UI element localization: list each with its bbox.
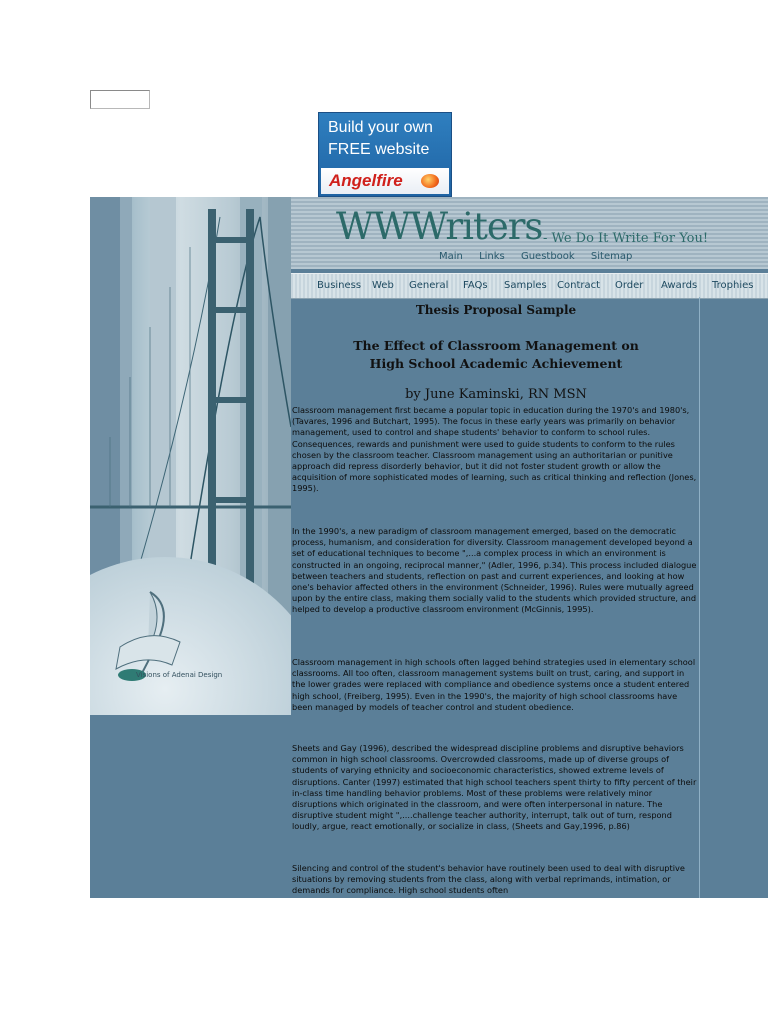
- top-nav-main[interactable]: Main: [439, 251, 463, 262]
- angelfire-ad-banner[interactable]: [318, 112, 452, 197]
- left-art-panel: [90, 197, 291, 715]
- paragraph: Sheets and Gay (1996), described the widespread discipline problems and disruptive behaviors common in high school classrooms. Overcrowded classrooms, made up of diverse groups of students of varying ethnicity and socioeconomic characteristics, showed extreme levels of disruptions. Canter (1997) estimated that high school teachers spent thirty to fifty percent of their in-class time handling behavior problems. Most of these problems were relatively minor disruptions which originated in the classroom, and were often interpersonal in nature. The disruptive student might ",....challenge teacher authority, interrupt, talk out of turn, respond loudly, argue, react emotionally, or socialize in class, (Sheets and Gay,1996, p.86): [292, 743, 697, 832]
- paragraph: Classroom management in high schools often lagged behind strategies used in elementary school classrooms. All too often, classroom management systems built on trust, caring, and support in the lower grades were replaced with compliance and obedience systems once a student entered high school, (Freiberg, 1995). Even in the 1990's, the majority of high school classrooms have been managed by models of teacher control and student obedience.: [292, 657, 696, 712]
- article-title-line-2: High School Academic Achievement: [369, 356, 623, 371]
- nav-faqs[interactable]: FAQs: [463, 280, 488, 291]
- site-brand: WWWriters: [336, 205, 543, 248]
- ad-line-1: Build your own: [328, 119, 433, 136]
- article-title: [292, 337, 700, 373]
- site-frame: [90, 197, 768, 898]
- site-tagline: - We Do It Write For You!: [543, 231, 709, 246]
- nav-awards[interactable]: Awards: [661, 280, 698, 291]
- nav-web[interactable]: Web: [372, 280, 394, 291]
- site-header: [291, 197, 768, 269]
- nav-order[interactable]: Order: [615, 280, 644, 291]
- text-input[interactable]: [90, 90, 150, 109]
- paragraph: In the 1990's, a new paradigm of classroom management emerged, based on the democratic process, humanism, and consideration for diversity. Classroom management developed beyond a set of educational techniques to become ",...a complex process in which an environment is constructed in an ongoing, reciprocal manner," (Adler, 1996, p.34). This process included dialogue between teachers and students, reflection on past and current experiences, and looking at how one's behavior affected others in the environment (Schneider, 1996). Rules were mutually agreed upon by the entire class, making them socially valid to the students which provided structure, and helped to develop a productive classroom environment (McGinnis, 1995).: [292, 526, 697, 615]
- top-nav-links[interactable]: Links: [479, 251, 505, 262]
- top-nav: [439, 251, 645, 262]
- article-byline: by June Kaminski, RN MSN: [405, 387, 587, 402]
- paragraph: Silencing and control of the student's behavior have routinely been used to deal with disruptive situations by removing students from the class, along with verbal reprimands, intimation, or demands for compliance. High school students often: [292, 863, 685, 896]
- ad-line-2: FREE website: [328, 141, 430, 158]
- top-nav-guestbook[interactable]: Guestbook: [520, 251, 575, 262]
- main-nav: [291, 273, 768, 299]
- nav-contract[interactable]: Contract: [557, 280, 601, 291]
- art-caption: Visions of Adenai Design: [136, 671, 223, 679]
- nav-business[interactable]: Business: [317, 280, 362, 291]
- nav-trophies[interactable]: Trophies: [712, 280, 754, 291]
- nav-general[interactable]: General: [409, 280, 449, 291]
- angelfire-logo: [321, 168, 449, 194]
- paragraph: Classroom management first became a popular topic in education during the 1970's and 1980's, (Tavares, 1996 and Butchart, 1995). The focus in these early years was primarily on behavior management, used to control and shape students' behavior to conform to school rules. Consequences, rewards and punishment were used to guide students to conform to the rules chosen by the classroom teacher. Classroom management using an authoritarian or punitive approach did repress disorderly behavior, but it did not foster student growth or allow the acquisition of more sophisticated modes of learning, such as critical thinking and reflection (Jones, 1995).: [292, 405, 697, 494]
- top-nav-sitemap[interactable]: Sitemap: [590, 251, 633, 262]
- angelfire-logo-text: Angelfire: [329, 171, 403, 190]
- section-title: Thesis Proposal Sample: [415, 303, 577, 317]
- nav-samples[interactable]: Samples: [504, 280, 547, 291]
- article-title-line-1: The Effect of Classroom Management on: [353, 338, 639, 353]
- flame-icon: [421, 174, 439, 188]
